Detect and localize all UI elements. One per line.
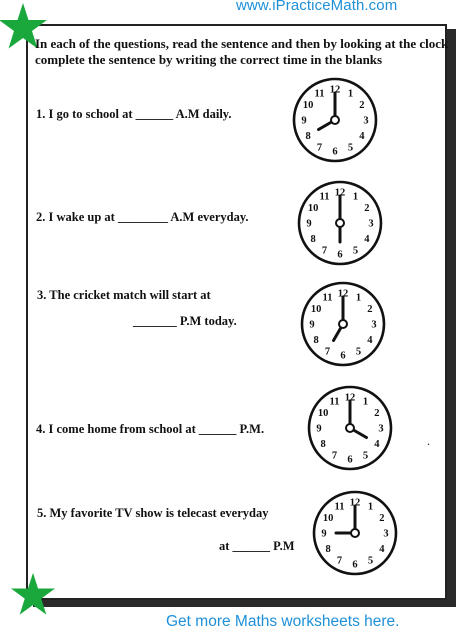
clock-number: 7 xyxy=(331,450,338,462)
clock-center-pin xyxy=(346,424,354,432)
clock-number: 10 xyxy=(310,304,322,315)
site-url-link[interactable]: www.iPracticeMath.com xyxy=(236,0,398,14)
question-5-line-2: at ______ P.M xyxy=(219,539,295,553)
clock-number: 3 xyxy=(368,218,374,230)
clock-face-2 xyxy=(296,179,384,267)
clock-number: 10 xyxy=(317,408,329,419)
question-3-line: 3. The cricket match will start at xyxy=(37,288,211,302)
question-4-line: 4. I come home from school at ______ P.M. xyxy=(36,422,265,436)
clock-number: 12 xyxy=(334,187,346,199)
clock-number: 6 xyxy=(352,559,358,571)
clock-number: 1 xyxy=(362,396,369,408)
clock-number: 2 xyxy=(359,100,365,111)
clock-number: 4 xyxy=(374,439,380,450)
clock-number: 7 xyxy=(321,245,328,257)
clock-number: 11 xyxy=(334,501,345,513)
clock-number: 6 xyxy=(332,146,338,158)
clock-number: 5 xyxy=(355,346,362,358)
clock-number: 9 xyxy=(316,423,322,435)
star-icon xyxy=(10,572,56,616)
clock-number: 5 xyxy=(362,450,369,462)
clock-number: 2 xyxy=(374,408,380,419)
question-2-line: 2. I wake up at ________ A.M everyday. xyxy=(36,210,249,224)
clock-number: 6 xyxy=(340,350,346,362)
clock-number: 7 xyxy=(316,142,323,154)
question-5-line: 5. My favorite TV show is telecast everyday xyxy=(37,506,269,520)
clock-number: 5 xyxy=(352,245,359,257)
clock-number: 4 xyxy=(379,544,385,555)
clock-number: 8 xyxy=(305,131,311,142)
clock-face-4 xyxy=(306,384,394,472)
clock-number: 9 xyxy=(321,528,327,540)
clock-number: 10 xyxy=(322,513,334,524)
clock-number: 3 xyxy=(371,319,377,331)
clock-number: 8 xyxy=(310,234,316,245)
clock-face-5 xyxy=(311,489,399,577)
clock-number: 8 xyxy=(313,335,319,346)
clock-number: 4 xyxy=(367,335,373,346)
clock-number: 7 xyxy=(324,346,331,358)
clock-number: 9 xyxy=(306,218,312,230)
clock-number: 9 xyxy=(309,319,315,331)
stray-dot: . xyxy=(427,434,430,448)
clock-face-3 xyxy=(299,280,387,368)
clock-number: 3 xyxy=(363,115,369,127)
clock-number: 2 xyxy=(367,304,373,315)
clock-number: 11 xyxy=(319,191,330,203)
clock-number: 10 xyxy=(302,100,314,111)
clock-number: 2 xyxy=(364,203,370,214)
clock-number: 6 xyxy=(347,454,353,466)
clock-number: 5 xyxy=(367,555,374,567)
clock-number: 11 xyxy=(314,88,325,100)
clock-number: 12 xyxy=(329,84,341,96)
more-worksheets-link[interactable]: Get more Maths worksheets here. xyxy=(166,613,400,630)
clock-number: 11 xyxy=(329,396,340,408)
clock-number: 7 xyxy=(336,555,343,567)
clock-number: 1 xyxy=(352,191,359,203)
clock-number: 8 xyxy=(325,544,331,555)
clock-number: 3 xyxy=(383,528,389,540)
clock-center-pin xyxy=(336,219,344,227)
clock-number: 12 xyxy=(349,497,361,509)
clock-number: 9 xyxy=(301,115,307,127)
clock-number: 1 xyxy=(355,292,362,304)
question-1-line: 1. I go to school at ______ A.M daily. xyxy=(36,107,232,121)
clock-number: 12 xyxy=(337,288,349,300)
instructions-text: In each of the questions, read the sentence and then by looking at the clock complete the sentence by writing the correct time in the blanks xyxy=(35,36,449,67)
clock-number: 4 xyxy=(364,234,370,245)
question-3-line-2: _______ P.M today. xyxy=(133,314,237,328)
clock-number: 6 xyxy=(337,249,343,261)
clock-number: 2 xyxy=(379,513,385,524)
clock-center-pin xyxy=(351,529,359,537)
clock-number: 10 xyxy=(307,203,319,214)
clock-number: 1 xyxy=(347,88,354,100)
clock-center-pin xyxy=(331,116,339,124)
clock-number: 8 xyxy=(320,439,326,450)
clock-center-pin xyxy=(339,320,347,328)
clock-number: 12 xyxy=(344,392,356,404)
clock-number: 3 xyxy=(378,423,384,435)
clock-number: 5 xyxy=(347,142,354,154)
clock-number: 11 xyxy=(322,292,333,304)
clock-number: 1 xyxy=(367,501,374,513)
clock-face-1 xyxy=(291,76,379,164)
clock-number: 4 xyxy=(359,131,365,142)
